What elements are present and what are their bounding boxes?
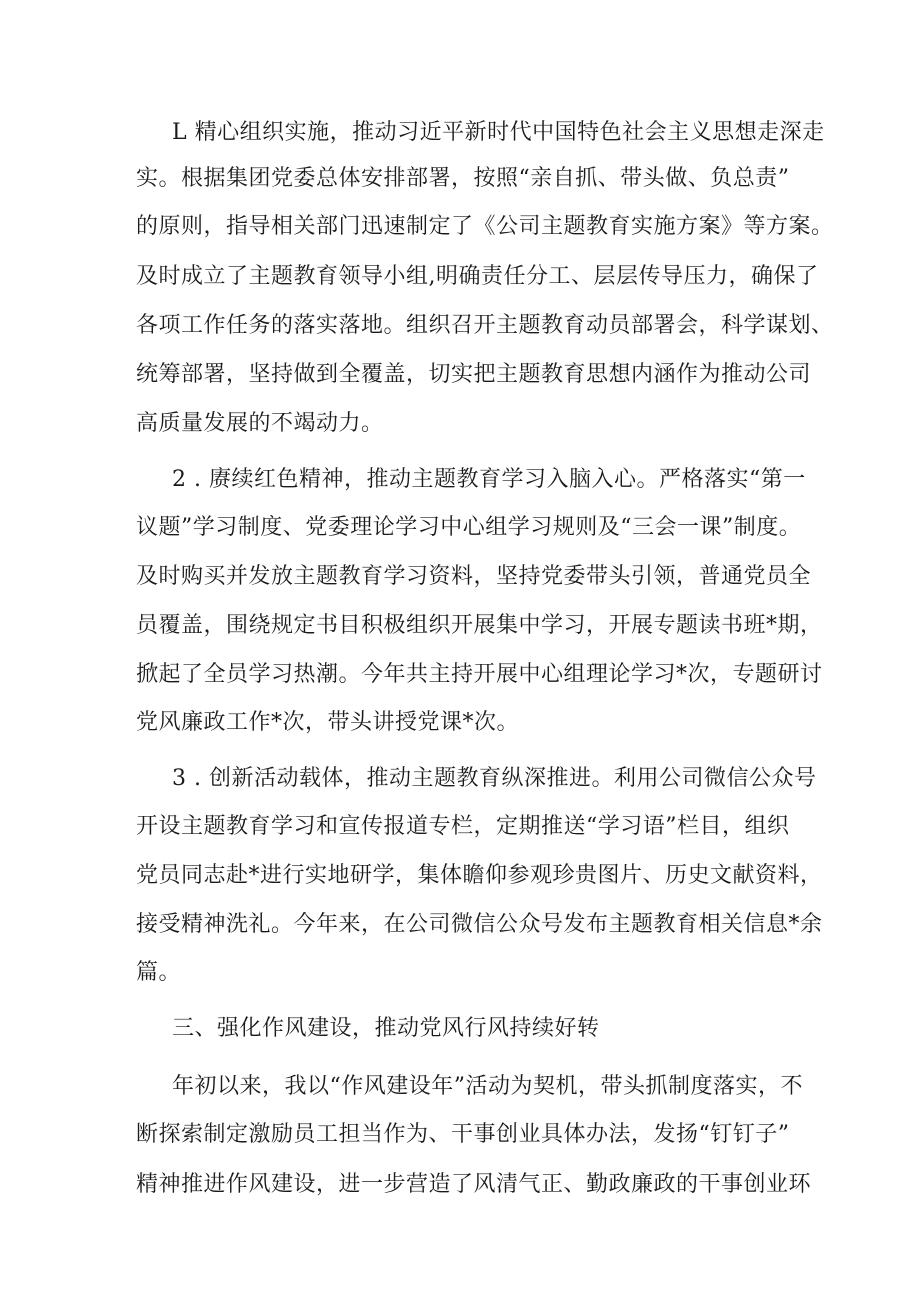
paragraph-1-line-1: L 精心组织实施，推动习近平新时代中国特色社会主义思想走深走: [172, 120, 825, 145]
paragraph-2-line-1: 2 . 赓续红色精神，推动主题教育学习入脑入心。严格落实“第一: [172, 467, 806, 492]
paragraph-1-line-2: 实。根据集团党委总体安排部署，按照“亲自抓、带头做、负总责”: [136, 166, 790, 191]
paragraph-5-line-1: 年初以来，我以“作风建设年”活动为契机，带头抓制度落实，不: [172, 1074, 803, 1099]
paragraph-2-line-2: 议题”学习制度、党委理论学习中心组学习规则及“三会一课”制度。: [136, 515, 802, 540]
paragraph-1-line-4: 及时成立了主题教育领导小组,明确责任分工、层层传导压力，确保了: [136, 264, 819, 289]
paragraph-1-line-3: 的原则，指导相关部门迅速制定了《公司主题教育实施方案》等方案。: [136, 214, 834, 239]
paragraph-3-line-5: 篇。: [136, 960, 182, 985]
section-heading-3: 三、强化作风建设，推动党风行风持续好转: [172, 1016, 600, 1041]
paragraph-2-line-4: 员覆盖，围绕规定书目积极组织开展集中学习，开展专题读书班*期，: [136, 613, 823, 638]
paragraph-1-line-6: 统筹部署，坚持做到全覆盖，切实把主题教育思想内涵作为推动公司: [136, 362, 812, 387]
paragraph-3-line-3: 党员同志赴*进行实地研学，集体瞻仰参观珍贵图片、历史文献资料，: [136, 863, 823, 888]
paragraph-3-line-1: 3 . 创新活动载体，推动主题教育纵深推进。利用公司微信公众号: [172, 766, 817, 791]
paragraph-5-line-2: 断探索制定激励员工担当作为、干事创业具体办法，发扬“钉钉子”: [136, 1122, 790, 1147]
paragraph-2-line-3: 及时购买并发放主题教育学习资料，坚持党委带头引领，普通党员全: [136, 564, 812, 589]
paragraph-3-line-2: 开设主题教育学习和宣传报道专栏，定期推送“学习语”栏目，组织: [136, 814, 790, 839]
paragraph-2-line-6: 党风廉政工作*次，带头讲授党课*次。: [136, 710, 520, 735]
paragraph-1-line-5: 各项工作任务的落实落地。组织召开主题教育动员部署会，科学谋划、: [136, 313, 834, 338]
paragraph-5-line-3: 精神推进作风建设，进一步营造了风清气正、勤政廉政的干事创业环: [136, 1172, 812, 1197]
paragraph-1-line-7: 高质量发展的不竭动力。: [136, 411, 384, 436]
paragraph-2-line-5: 掀起了全员学习热潮。今年共主持开展中心组理论学习*次，专题研讨: [136, 662, 823, 687]
paragraph-3-line-4: 接受精神洗礼。今年来，在公司微信公众号发布主题教育相关信息*余: [136, 912, 823, 937]
